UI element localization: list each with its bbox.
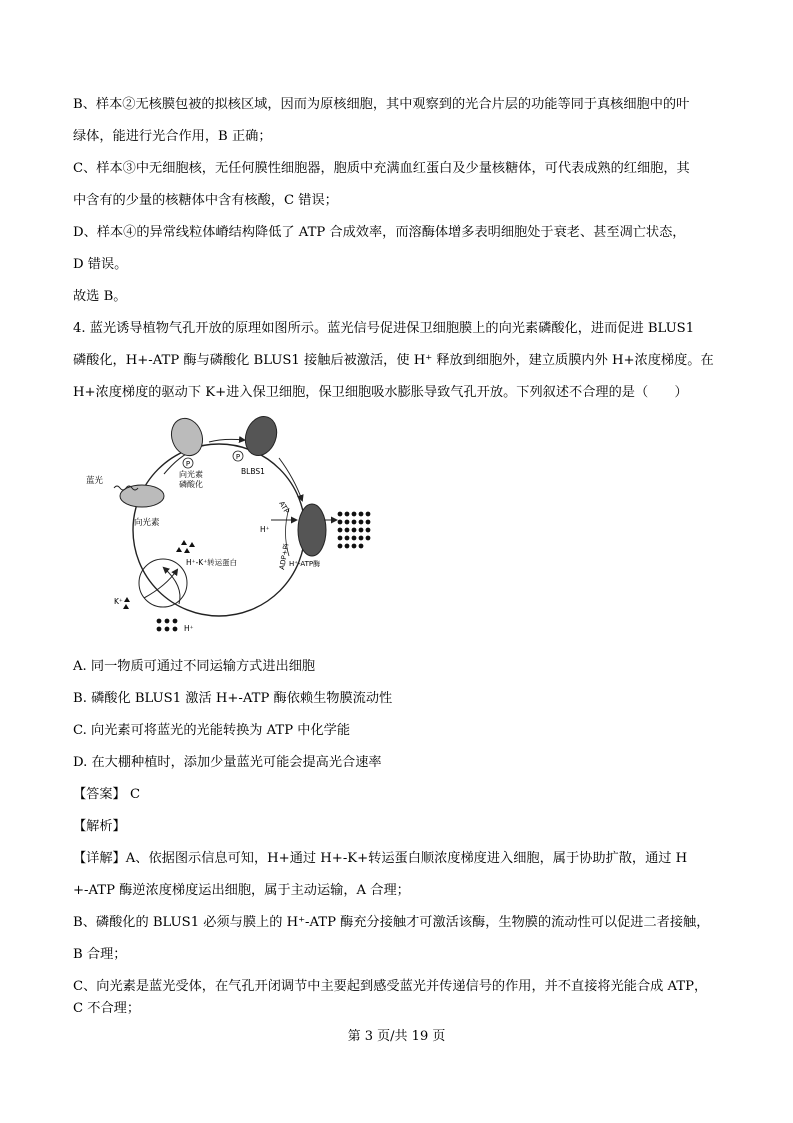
text-line: 故选 B。 [73, 289, 127, 304]
answer-label: 【答案】 C [73, 787, 141, 802]
atp-label: ATP [277, 500, 291, 516]
h-atpase-label: H⁺-ATP酶 [289, 560, 321, 568]
text-line: C、样本③中无细胞核，无任何膜性细胞器，胞质中充满血红蛋白及少量核糖体，可代表成熟的红细胞，其 [73, 161, 690, 176]
text-line: 中含有的少量的核糖体中含有核酸，C 错误； [73, 193, 338, 208]
question-stem: 4. 蓝光诱导植物气孔开放的原理如图所示。蓝光信号促进保卫细胞膜上的向光素磷酸化，进而促进 BLUS1 [73, 321, 695, 336]
explanation-line: B、磷酸化的 BLUS1 必须与膜上的 H⁺-ATP 酶充分接触才可激活该酶，生物膜的流动性可以促进二者接触， [73, 915, 710, 930]
cell-membrane [133, 444, 305, 616]
explanation-line: 【详解】A、依据图示信息可知，H+通过 H+-K+转运蛋白顺浓度梯度进入细胞，属于协助扩散，通过 H [73, 851, 688, 866]
text-line: D、样本④的异常线粒体嵴结构降低了 ATP 合成效率，而溶酶体增多表明细胞处于衰老、甚至凋亡状态， [73, 225, 686, 240]
blbs1-protein [240, 412, 282, 460]
phototropin-protein [120, 485, 164, 507]
text-line: B、样本②无核膜包被的拟核区域，因而为原核细胞，其中观察到的光合片层的功能等同于真核细胞中的叶 [73, 97, 690, 112]
adp-label: ADP+Pi [278, 543, 291, 571]
option-d: D. 在大棚种植时，添加少量蓝光可能会提高光合速率 [73, 755, 382, 770]
h-ion-label: H⁺ [184, 624, 194, 633]
explanation-line: C、向光素是蓝光受体，在气孔开闭调节中主要起到感受蓝光并传递信号的作用，并不直接将光能合成 ATP， [73, 979, 708, 994]
hk-transporter-label: H⁺-K⁺转运蛋白 [186, 558, 238, 567]
phosphorylated-phototropin [166, 414, 207, 460]
stomata-diagram [84, 408, 384, 648]
phosphorylation-label: 磷酸化 [179, 480, 203, 489]
analysis-label: 【解析】 [73, 819, 126, 834]
text-line: 绿体，能进行光合作用，B 正确； [73, 129, 272, 144]
h-atpase [298, 504, 326, 556]
blue-light-label: 蓝光 [86, 476, 104, 486]
explanation-line: B 合理； [73, 947, 127, 962]
circulation-arrow [279, 458, 302, 500]
k-ion-cluster [123, 540, 195, 609]
question-stem: H+浓度梯度的驱动下 K+进入保卫细胞，保卫细胞吸水膨胀导致气孔开放。下列叙述不合理的是（ ） [73, 385, 688, 400]
question-stem: 磷酸化，H+-ATP 酶与磷酸化 BLUS1 接触后被激活，使 H⁺ 释放到细胞外，建立质膜内外 H+浓度梯度。在 [73, 353, 714, 368]
phosphorylation-label: 向光素 [179, 470, 203, 479]
h-ion-cluster [338, 512, 371, 549]
page-footer: 第 3 页/共 19 页 [347, 1029, 446, 1044]
explanation-line: C 不合理； [73, 1001, 141, 1016]
k-ion-label: K⁺ [114, 597, 123, 606]
phosphate-label: P [235, 453, 241, 461]
text-line: D 错误。 [73, 257, 128, 272]
option-c: C. 向光素可将蓝光的光能转换为 ATP 中化学能 [73, 723, 351, 738]
option-b: B. 磷酸化 BLUS1 激活 H+-ATP 酶依赖生物膜流动性 [73, 691, 393, 706]
h-ion-label: H⁺ [260, 525, 270, 534]
explanation-line: +-ATP 酶逆浓度梯度运出细胞，属于主动运输，A 合理； [73, 883, 410, 898]
phototropin-label: 向光素 [134, 518, 160, 528]
circulation-arrow [209, 439, 244, 442]
blbs1-label: BLBS1 [241, 467, 265, 476]
h-ion-cluster [157, 619, 178, 632]
phosphate-label: P [185, 460, 191, 468]
option-a: A. 同一物质可通过不同运输方式进出细胞 [73, 659, 316, 674]
